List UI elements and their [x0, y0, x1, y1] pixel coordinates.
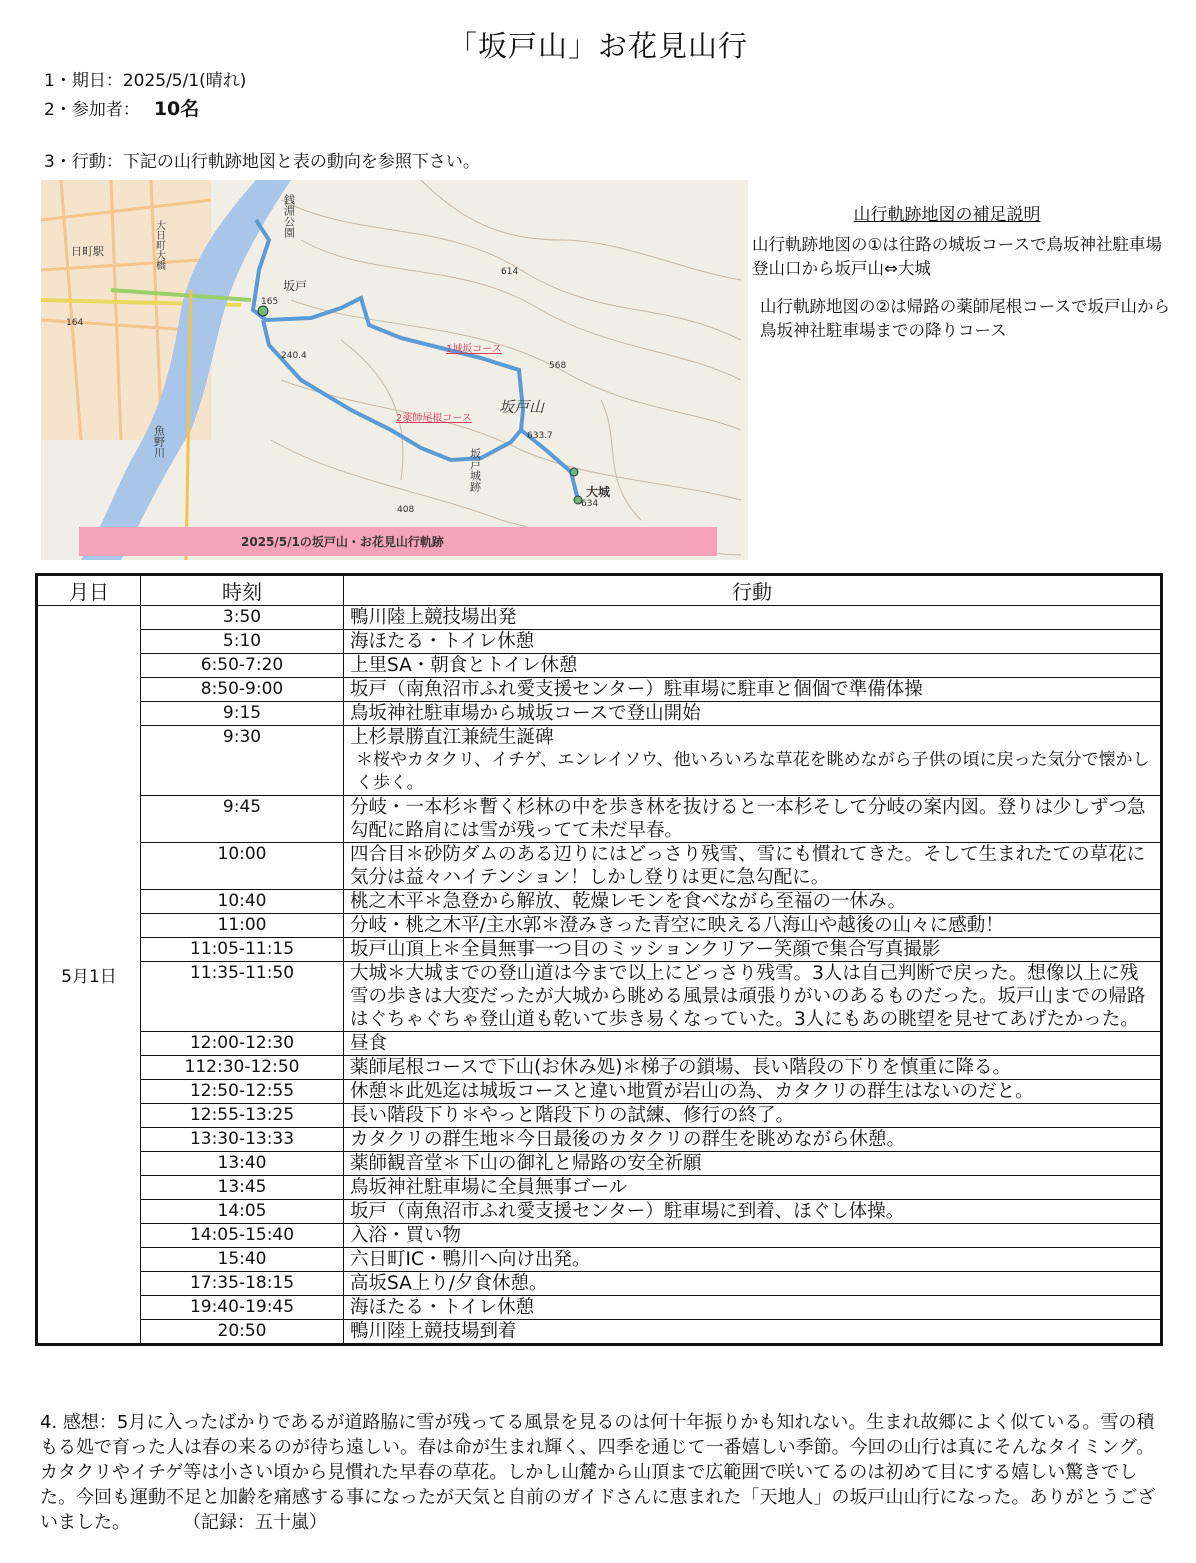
action-text: 休憩＊此処迄は城坂コースと違い地質が岩山の為、カタクリの群生はないのだと。 — [350, 1081, 1034, 1102]
map-label-daijo: 大城 — [586, 485, 611, 499]
table-row — [37, 1128, 1162, 1152]
action-cell — [344, 1296, 1162, 1320]
action-cell — [344, 1032, 1162, 1056]
time-cell: 17:35-18:15 — [141, 1272, 344, 1296]
table-row — [37, 796, 1162, 843]
table-row — [37, 1056, 1162, 1080]
table-row — [37, 654, 1162, 678]
map-note-p2: 山行軌跡地図の②は帰路の薬師尾根コースで坂戸山から鳥坂神社駐車場までの降りコース — [760, 297, 1170, 340]
map-note-title: 山行軌跡地図の補足説明 — [853, 205, 1041, 225]
map-label-park: 銭淵公園 — [282, 194, 296, 238]
action-text: 昼食 — [350, 1033, 388, 1054]
map-note — [752, 203, 1172, 357]
header-date: 月日 — [37, 575, 141, 606]
action-text: 入浴・買い物 — [350, 1225, 462, 1246]
map-label-h634: 634 — [581, 499, 599, 509]
action-cell — [344, 726, 1162, 796]
time-cell: 9:15 — [141, 702, 344, 726]
impressions-text: 4. 感想：5月に入ったばかりであるが道路脇に雪が残ってる風景を見るのは何十年振りかも知れない。生まれ故郷によく似ている。雪の積もる処で育った人は春の来るのが待ち遠しい。春は命が生まれ輝く、四季を通じて一番嬉しい季節。今回の山行は真にそんなタイミング。カタクリやイチゲ等は小さい頃から見慣れた早春の草花。しかし山麓から山頂まで広範囲で咲いてるのは初めて目にする嬉しい驚きでした。今回も運動不足と加齢を痛感する事になったが天気と自前のガイドさんに恵まれた「天地人」の坂戸山山行になった。ありがとうございました。 — [40, 1412, 1156, 1533]
table-row — [37, 702, 1162, 726]
header-action: 行動 — [344, 575, 1162, 606]
action-cell — [344, 1224, 1162, 1248]
table-row — [37, 726, 1162, 796]
time-cell: 13:40 — [141, 1152, 344, 1176]
impressions — [40, 1410, 1168, 1535]
page-title: 「坂戸山」お花見山行 — [447, 29, 748, 63]
table-row — [37, 1296, 1162, 1320]
map-label-bridge: 大日町大橋 — [153, 220, 165, 270]
action-cell — [344, 630, 1162, 654]
table-row — [37, 1152, 1162, 1176]
action-cell — [344, 890, 1162, 914]
table-row — [37, 606, 1162, 630]
action-text: 鳥坂神社駐車場から城坂コースで登山開始 — [350, 703, 701, 724]
action-text: 鳥坂神社駐車場に全員無事ゴール — [350, 1177, 628, 1198]
date-cell: 5月1日 — [37, 606, 141, 1345]
action-text: 坂戸（南魚沼市ふれ愛支援センター）駐車場に到着、ほぐし体操。 — [350, 1201, 905, 1222]
map-label-river: 魚野川 — [152, 425, 166, 458]
time-cell: 9:30 — [141, 726, 344, 796]
action-cell — [344, 654, 1162, 678]
table-header-row — [37, 575, 1162, 606]
action-cell — [344, 1104, 1162, 1128]
signature: （記録：五十嵐） — [192, 1512, 327, 1533]
action-cell — [344, 1176, 1162, 1200]
action-text: 分岐・一本杉＊暫く杉林の中を歩き林を抜けると一本杉そして分岐の案内図。登りは少しずつ急勾配に路肩には雪が残ってて未だ早春。 — [350, 797, 1146, 841]
time-cell: 14:05-15:40 — [141, 1224, 344, 1248]
action-text: 海ほたる・トイレ休憩 — [350, 1297, 535, 1318]
time-cell: 20:50 — [141, 1320, 344, 1345]
action-text: 上杉景勝直江兼続生誕碑 — [350, 727, 554, 748]
action-text: 長い階段下り＊やっと階段下りの試練、修行の終了。 — [350, 1105, 795, 1126]
table-row — [37, 938, 1162, 962]
action-cell — [344, 962, 1162, 1032]
time-cell: 13:30-13:33 — [141, 1128, 344, 1152]
action-line: 3・行動：下記の山行軌跡地図と表の動向を参照下さい。 — [44, 152, 480, 172]
action-cell — [344, 702, 1162, 726]
action-cell — [344, 1056, 1162, 1080]
header-time: 時刻 — [141, 575, 344, 606]
action-cell — [344, 1152, 1162, 1176]
time-cell: 12:55-13:25 — [141, 1104, 344, 1128]
members-count: 10名 — [153, 98, 200, 120]
time-cell: 9:45 — [141, 796, 344, 843]
action-cell — [344, 1248, 1162, 1272]
members-label: 2・参加者： — [44, 100, 140, 120]
action-text: 六日町IC・鴨川へ向け出発。 — [350, 1249, 591, 1270]
table-row — [37, 890, 1162, 914]
map-label-sakado: 坂戸 — [283, 279, 308, 293]
track-map — [41, 180, 748, 560]
time-cell: 19:40-19:45 — [141, 1296, 344, 1320]
map-label-castle-ruins: 坂戸城跡 — [468, 448, 482, 492]
map-label-h408: 408 — [397, 505, 415, 515]
table-row — [37, 1224, 1162, 1248]
table-row — [37, 843, 1162, 890]
table-row — [37, 1320, 1162, 1345]
action-text: 坂戸山頂上＊全員無事一つ目のミッションクリアー笑顔で集合写真撮影 — [350, 939, 941, 960]
action-cell — [344, 1272, 1162, 1296]
time-cell: 13:45 — [141, 1176, 344, 1200]
action-cell — [344, 1128, 1162, 1152]
time-cell: 11:05-11:15 — [141, 938, 344, 962]
action-text: 高坂SA上り/夕食休憩。 — [350, 1273, 548, 1294]
table-row — [37, 630, 1162, 654]
action-cell — [344, 1200, 1162, 1224]
action-cell — [344, 606, 1162, 630]
map-note-p1: 山行軌跡地図の①は往路の城坂コースで鳥坂神社駐車場登山口から坂戸山⇔大城 — [752, 235, 1162, 278]
action-text: 鴨川陸上競技場出発 — [350, 607, 517, 628]
table-row — [37, 1200, 1162, 1224]
table-row — [37, 1176, 1162, 1200]
table-row — [37, 1104, 1162, 1128]
map-label-h165: 165 — [261, 297, 279, 307]
time-cell: 5:10 — [141, 630, 344, 654]
map-label-h633: 633.7 — [527, 431, 553, 441]
map-label-h164: 164 — [66, 318, 84, 328]
table-row — [37, 678, 1162, 702]
map-label-h614: 614 — [501, 267, 519, 277]
table-row — [37, 1272, 1162, 1296]
action-text: 四合目＊砂防ダムのある辺りにはどっさり残雪、雪にも慣れてきた。そして生まれたての草花に気分は益々ハイテンション！しかし登りは更に急勾配に。 — [350, 844, 1146, 888]
table-row — [37, 914, 1162, 938]
table-row — [37, 962, 1162, 1032]
action-text: 桃之木平＊急登から解放、乾燥レモンを食べながら至福の一休み。 — [350, 891, 907, 912]
time-cell: 6:50-7:20 — [141, 654, 344, 678]
action-text: 薬師観音堂＊下山の御礼と帰路の安全祈願 — [350, 1153, 702, 1174]
time-cell: 12:00-12:30 — [141, 1032, 344, 1056]
action-cell — [344, 1080, 1162, 1104]
map-label-h568: 568 — [549, 361, 567, 371]
action-text: カタクリの群生地＊今日最後のカタクリの群生を眺めながら休憩。 — [350, 1129, 906, 1150]
table-row — [37, 1032, 1162, 1056]
table-row — [37, 1248, 1162, 1272]
action-text: 上里SA・朝食とトイレ休憩 — [350, 655, 578, 676]
time-cell: 112:30-12:50 — [141, 1056, 344, 1080]
action-text: 薬師尾根コースで下山(お休み処)＊梯子の鎖場、長い階段の下りを慎重に降る。 — [350, 1057, 1012, 1078]
action-text: 海ほたる・トイレ休憩 — [350, 631, 535, 652]
time-cell: 10:40 — [141, 890, 344, 914]
action-cell — [344, 843, 1162, 890]
map-label-mountain: 坂戸山 — [499, 398, 545, 416]
schedule-body — [37, 606, 1162, 1345]
action-cell — [344, 938, 1162, 962]
time-cell: 10:00 — [141, 843, 344, 890]
time-cell: 11:00 — [141, 914, 344, 938]
time-cell: 11:35-11:50 — [141, 962, 344, 1032]
action-cell — [344, 1320, 1162, 1345]
action-text: 大城＊大城までの登山道は今まで以上にどっさり残雪。3人は自己判断で戻った。想像以上に残雪の歩きは大変だったが大城から眺める風景は頑張りがいのあるものだった。坂戸山までの帰路はぐちゃぐちゃ登山道も乾いて歩き易くなっていた。3人にもあの眺望を見せてあげたかった。 — [350, 963, 1146, 1030]
action-text: 分岐・桃之木平/主水郭＊澄みきった青空に映える八海山や越後の山々に感動！ — [350, 915, 1004, 936]
map-label-station: 日町駅 — [71, 245, 104, 258]
action-text: 坂戸（南魚沼市ふれ愛支援センター）駐車場に駐車と個個で準備体操 — [350, 679, 923, 700]
action-cell — [344, 796, 1162, 843]
date-line: 1・期日：2025/5/1(晴れ) — [44, 71, 247, 91]
action-cell — [344, 914, 1162, 938]
time-cell: 8:50-9:00 — [141, 678, 344, 702]
table-row — [37, 1080, 1162, 1104]
map-banner-text: 2025/5/1の坂戸山・お花見山行軌跡 — [241, 535, 444, 549]
map-label-h240: 240.4 — [281, 351, 307, 361]
time-cell: 14:05 — [141, 1200, 344, 1224]
time-cell: 15:40 — [141, 1248, 344, 1272]
action-subtext: ＊桜やカタクリ、イチゲ、エンレイソウ、他いろいろな草花を眺めながら子供の頃に戻った気分で懐かしく歩く。 — [356, 750, 1150, 793]
map-label-course1: 1城坂コース — [446, 344, 502, 355]
action-text: 鴨川陸上競技場到着 — [350, 1321, 517, 1342]
time-cell: 12:50-12:55 — [141, 1080, 344, 1104]
members-line — [44, 94, 199, 121]
time-cell: 3:50 — [141, 606, 344, 630]
map-label-course2: 2薬師尾根コース — [396, 413, 472, 424]
action-cell — [344, 678, 1162, 702]
schedule-table — [35, 573, 1163, 1346]
